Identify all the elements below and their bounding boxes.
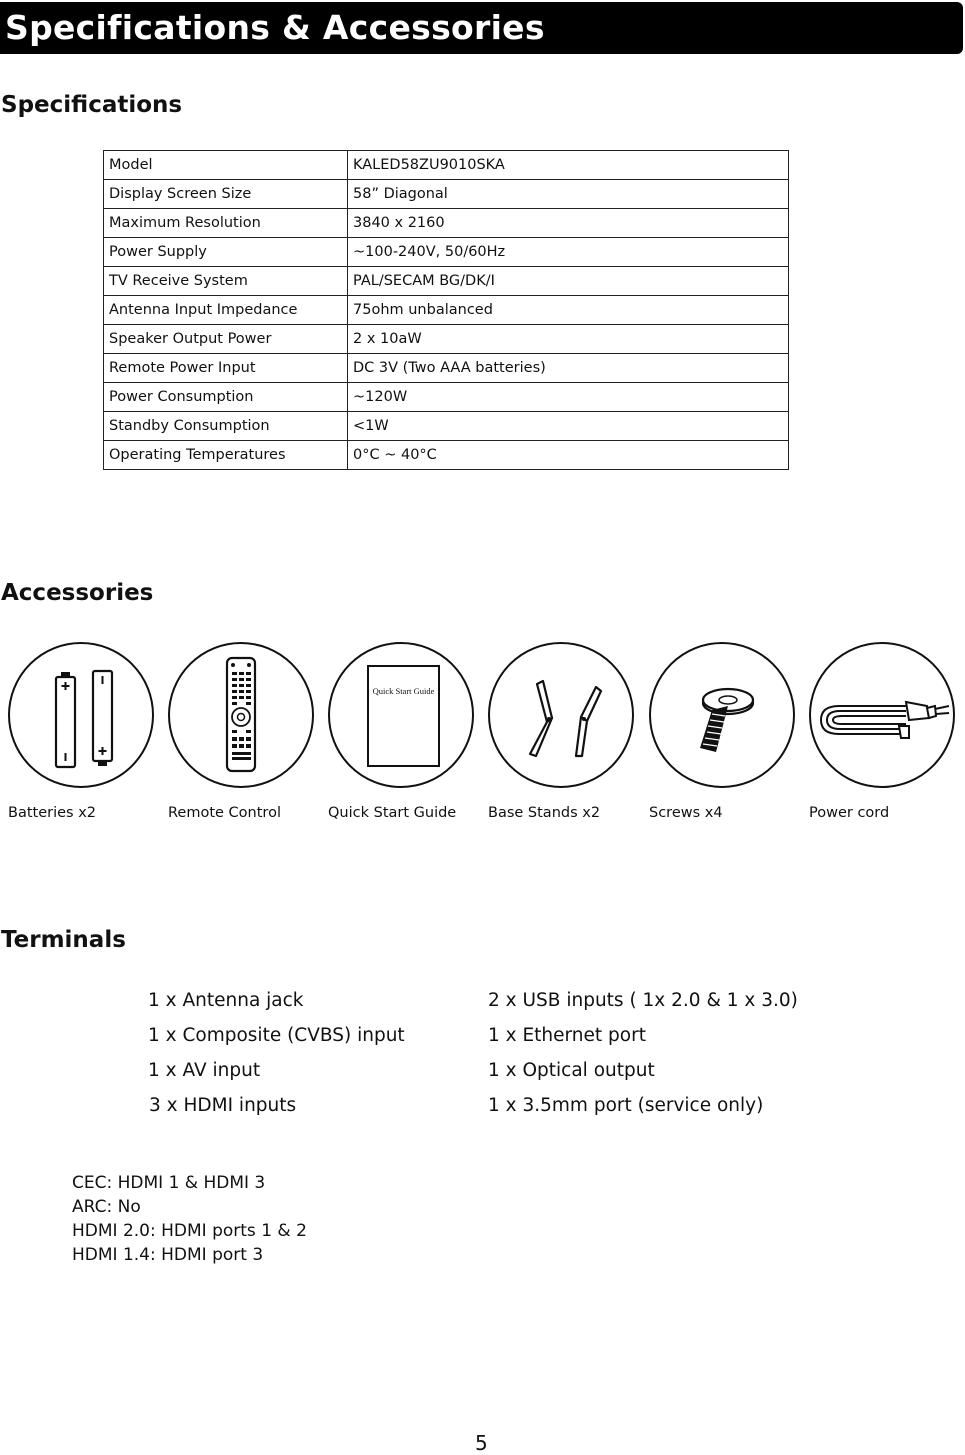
terminals-heading: Terminals xyxy=(1,927,126,953)
terminal-item: 1 x Ethernet port xyxy=(488,1025,646,1046)
spec-value: 0°C ~ 40°C xyxy=(348,441,789,470)
spec-value: PAL/SECAM BG/DK/I xyxy=(348,267,789,296)
spec-label: Remote Power Input xyxy=(104,354,348,383)
spec-label: TV Receive System xyxy=(104,267,348,296)
base-stands-icon xyxy=(488,642,634,788)
spec-label: Speaker Output Power xyxy=(104,325,348,354)
terminal-item: 1 x AV input xyxy=(148,1060,261,1081)
spec-value: KALED58ZU9010SKA xyxy=(348,151,789,180)
accessory-label: Base Stands x2 xyxy=(488,805,601,821)
spec-label: Display Screen Size xyxy=(104,180,348,209)
spec-label: Standby Consumption xyxy=(104,412,348,441)
booklet-title: Quick Start Guide xyxy=(372,686,435,696)
table-row xyxy=(104,267,789,296)
spec-label: Power Supply xyxy=(104,238,348,267)
accessory-label: Screws x4 xyxy=(649,805,723,821)
spec-value: <1W xyxy=(348,412,789,441)
screw-icon xyxy=(649,642,795,788)
hdmi-note: CEC: HDMI 1 & HDMI 3 xyxy=(72,1173,266,1193)
accessory-label: Remote Control xyxy=(168,805,281,821)
table-row xyxy=(104,238,789,267)
page-title: Specifications & Accessories xyxy=(5,8,545,47)
table-row xyxy=(104,354,789,383)
accessory-label: Quick Start Guide xyxy=(328,805,457,821)
table-row xyxy=(104,383,789,412)
terminal-item: 1 x 3.5mm port (service only) xyxy=(488,1095,764,1116)
spec-label: Operating Temperatures xyxy=(104,441,348,470)
spec-value: 2 x 10aW xyxy=(348,325,789,354)
specifications-heading: Specifications xyxy=(1,92,183,118)
accessory-power-cord xyxy=(809,642,965,821)
spec-value: 58” Diagonal xyxy=(348,180,789,209)
terminal-item: 1 x Optical output xyxy=(488,1060,655,1081)
terminal-item: 1 x Composite (CVBS) input xyxy=(148,1025,405,1046)
accessory-batteries xyxy=(8,642,168,821)
accessory-quick-start-guide xyxy=(328,642,488,821)
table-row xyxy=(104,151,789,180)
accessory-screws xyxy=(649,642,809,821)
accessory-base-stands xyxy=(488,642,648,821)
accessory-label: Power cord xyxy=(809,805,890,821)
hdmi-note: HDMI 1.4: HDMI port 3 xyxy=(72,1245,264,1265)
spec-value: DC 3V (Two AAA batteries) xyxy=(348,354,789,383)
spec-label: Antenna Input Impedance xyxy=(104,296,348,325)
quick-start-guide-icon xyxy=(328,642,474,788)
accessories-heading: Accessories xyxy=(1,580,154,606)
spec-label: Maximum Resolution xyxy=(104,209,348,238)
spec-label: Model xyxy=(104,151,348,180)
batteries-icon xyxy=(8,642,154,788)
table-row xyxy=(104,209,789,238)
power-cord-icon xyxy=(809,642,955,788)
page-number: 5 xyxy=(475,1431,488,1455)
table-row xyxy=(104,441,789,470)
hdmi-note: HDMI 2.0: HDMI ports 1 & 2 xyxy=(72,1221,307,1241)
table-row xyxy=(104,412,789,441)
spec-value: ~120W xyxy=(348,383,789,412)
hdmi-note: ARC: No xyxy=(72,1197,141,1217)
terminal-item: 2 x USB inputs ( 1x 2.0 & 1 x 3.0) xyxy=(488,990,798,1011)
remote-control-icon xyxy=(168,642,314,788)
terminal-item: 3 x HDMI inputs xyxy=(149,1095,297,1116)
title-banner xyxy=(0,2,963,54)
terminal-item: 1 x Antenna jack xyxy=(148,990,304,1011)
spec-value: ~100-240V, 50/60Hz xyxy=(348,238,789,267)
table-row xyxy=(104,180,789,209)
spec-value: 75ohm unbalanced xyxy=(348,296,789,325)
table-row xyxy=(104,296,789,325)
specifications-table xyxy=(103,150,789,470)
spec-label: Power Consumption xyxy=(104,383,348,412)
accessory-label: Batteries x2 xyxy=(8,805,97,821)
accessory-remote-control xyxy=(168,642,328,821)
table-row xyxy=(104,325,789,354)
spec-value: 3840 x 2160 xyxy=(348,209,789,238)
